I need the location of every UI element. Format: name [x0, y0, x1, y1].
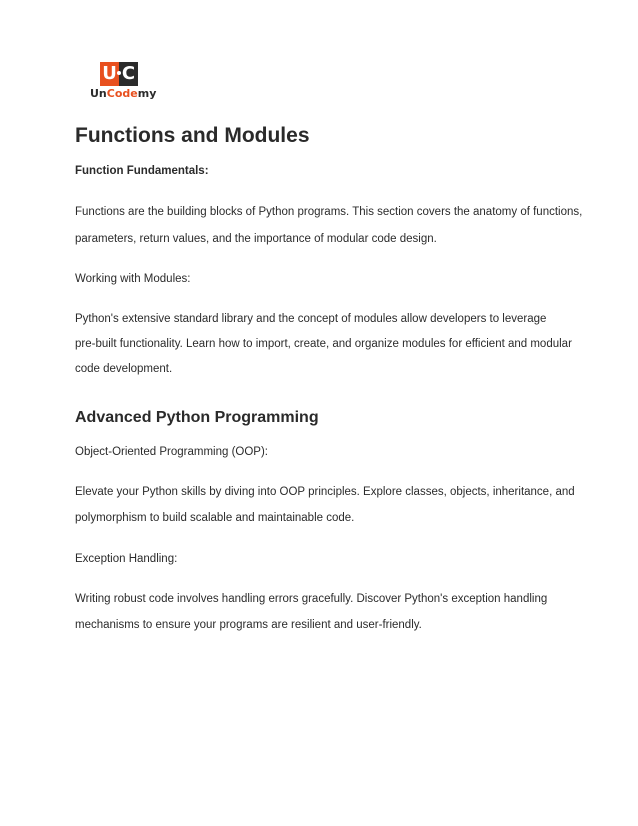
paragraph-line: Writing robust code involves handling errors gracefully. Discover Python's exception handling	[75, 593, 548, 605]
logo-mark-u: U	[100, 62, 119, 86]
logo-wordmark-suffix: my	[137, 87, 157, 100]
logo-wordmark	[90, 87, 156, 100]
oop-heading: Object-Oriented Programming (OOP):	[75, 446, 269, 458]
modules-heading: Working with Modules:	[75, 273, 191, 285]
page-title: Functions and Modules	[75, 124, 310, 147]
logo-mark-c: C	[119, 62, 138, 86]
paragraph-line: Python's extensive standard library and the concept of modules allow developers to leverage	[75, 313, 547, 325]
paragraph-line: polymorphism to build scalable and maintainable code.	[75, 512, 355, 524]
uncodemy-logo	[90, 62, 157, 102]
paragraph-line: Functions are the building blocks of Python programs. This section covers the anatomy of functions,	[75, 206, 583, 218]
paragraph-line: parameters, return values, and the importance of modular code design.	[75, 233, 437, 245]
logo-wordmark-prefix: Un	[90, 87, 107, 100]
logo-mark	[100, 62, 138, 86]
section-title: Advanced Python Programming	[75, 409, 319, 426]
paragraph-line: code development.	[75, 363, 173, 375]
logo-dot	[117, 71, 121, 75]
function-fundamentals-heading: Function Fundamentals:	[75, 165, 209, 177]
paragraph-line: mechanisms to ensure your programs are resilient and user-friendly.	[75, 619, 422, 631]
logo-wordmark-accent: Code	[106, 87, 138, 100]
exceptions-heading: Exception Handling:	[75, 553, 178, 565]
paragraph-line: pre-built functionality. Learn how to import, create, and organize modules for efficient and modular	[75, 338, 572, 350]
paragraph-line: Elevate your Python skills by diving into OOP principles. Explore classes, objects, inheritance, and	[75, 486, 575, 498]
